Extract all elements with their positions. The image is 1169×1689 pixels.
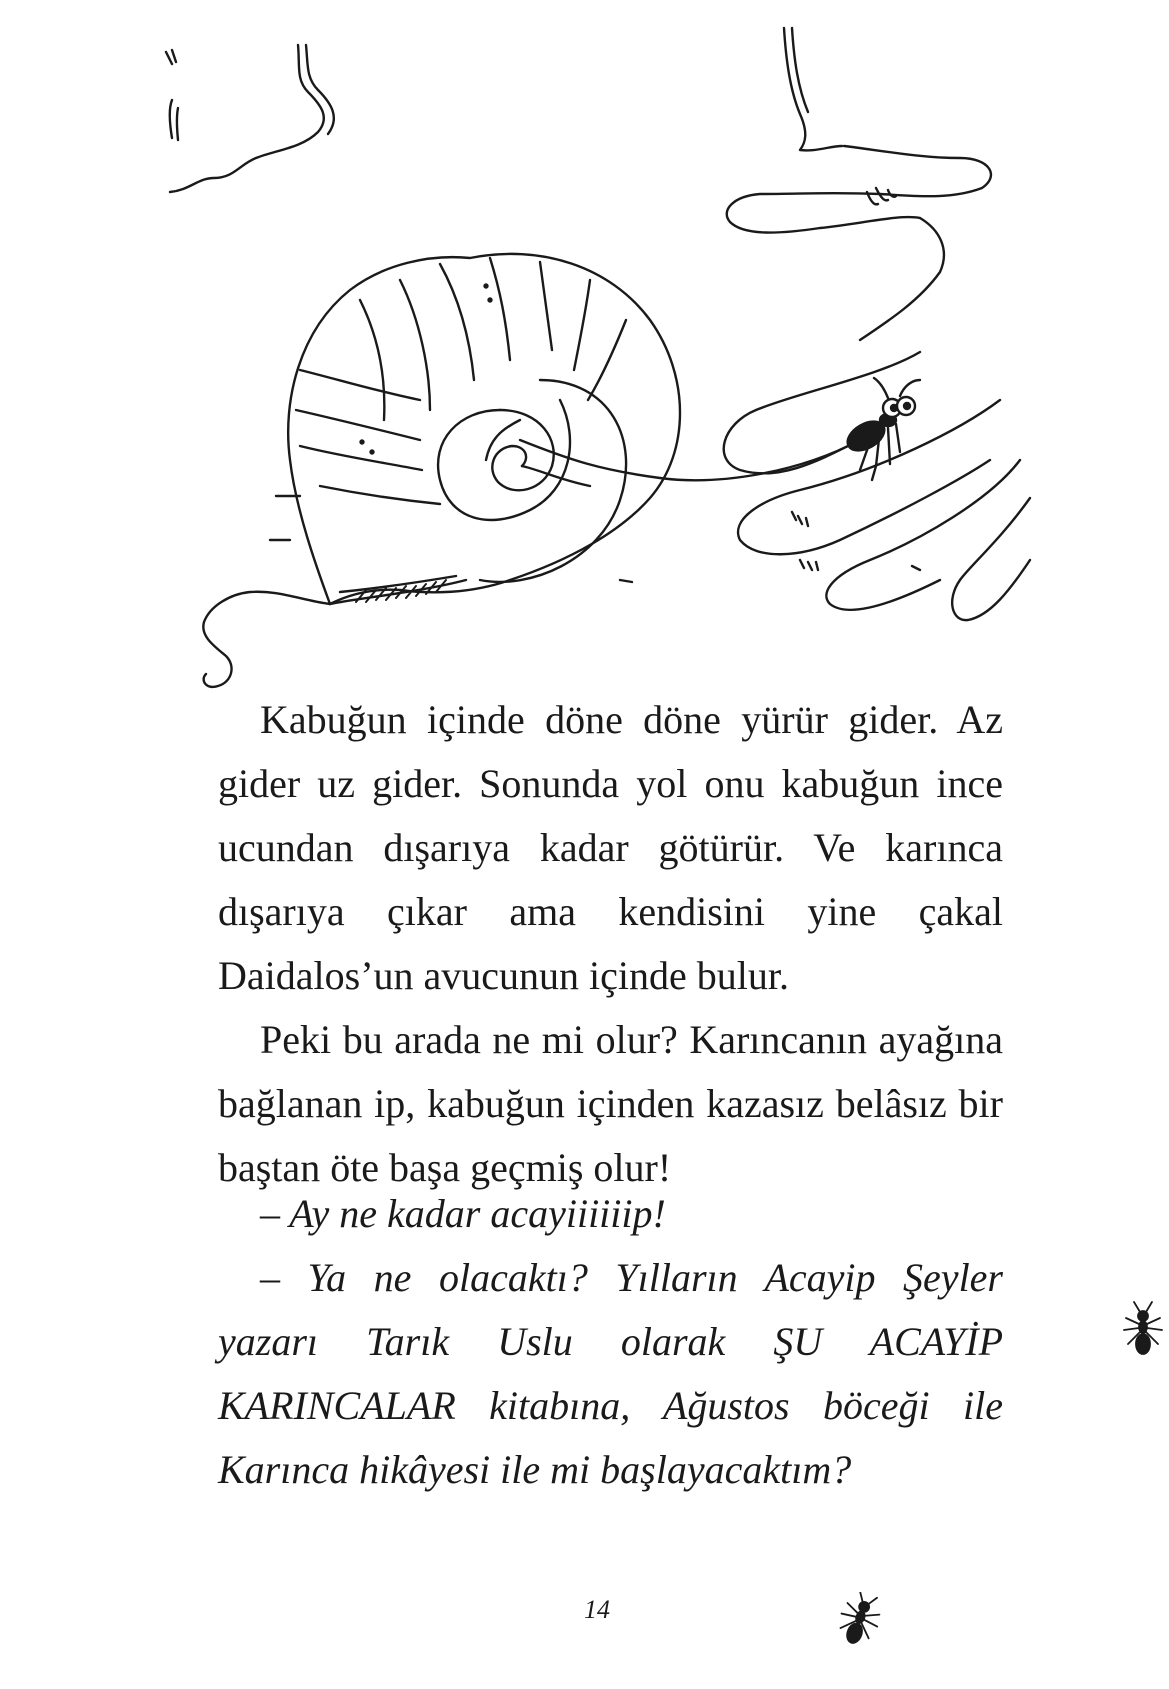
main-text [218, 688, 1003, 1200]
dialogue-line: – Ya ne olacaktı? Yılların Acayip Şeyler yazarı Tarık Uslu olarak ŞU ACAYİP KARINCALAR kitabına, Ağustos böceği ile Karınca hikâyesi ile mi başlayacaktım? [218, 1255, 1003, 1492]
dialogue-line: – Ay ne kadar acayiiiiiip! [260, 1191, 666, 1236]
ant-icon [833, 1592, 885, 1650]
paragraph: Kabuğun içinde döne döne yürür gider. Az gider uz gider. Sonunda yol onu kabuğun ince ucundan dışarıya kadar götürür. Ve karınca dışarıya çıkar ama kendisini yine çakal Daidalos’un avucunun içinde bulur. [218, 697, 1003, 998]
ant-icon [1118, 1300, 1168, 1360]
paragraph: Peki bu arada ne mi olur? Karıncanın ayağına bağlanan ip, kabuğun içinden kazasız belâsız bir baştan öte başa geçmiş olur! [218, 1017, 1003, 1190]
page-number: 14 [584, 1595, 610, 1624]
ant-on-hand-icon [843, 378, 920, 480]
dialogue-text [218, 1182, 1003, 1502]
snail-shell-hand-ant-illustration [0, 0, 1169, 700]
